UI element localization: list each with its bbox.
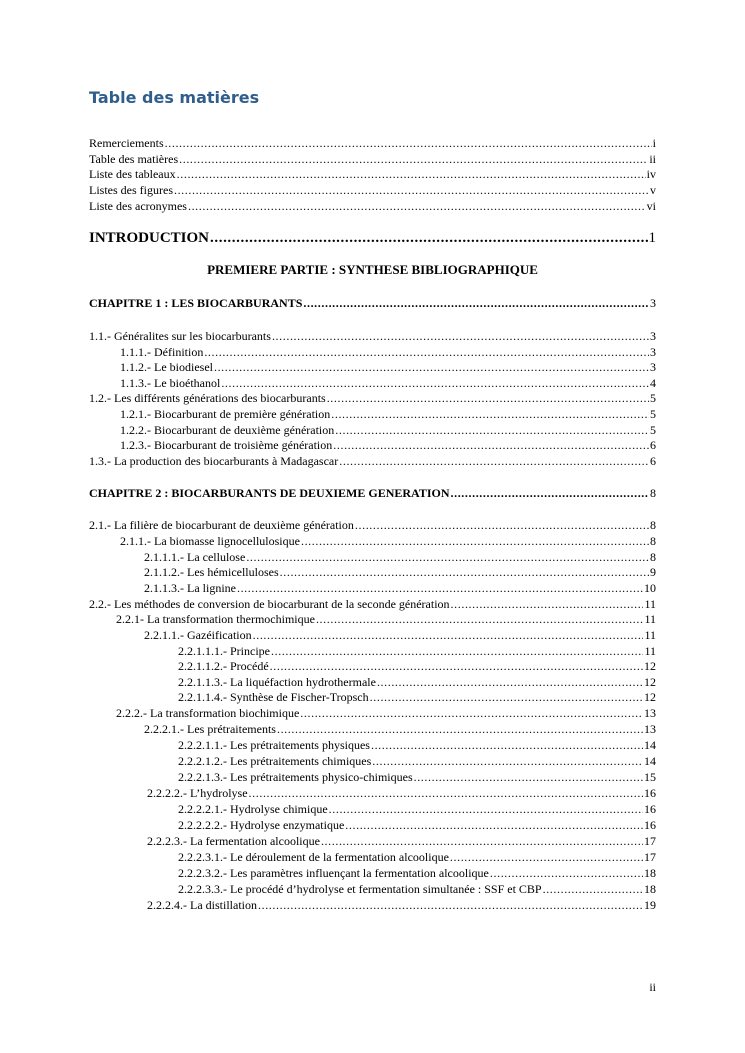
toc-page-number: 16 <box>644 802 656 816</box>
toc-entry[interactable] <box>144 628 656 643</box>
toc-page-number: 11 <box>644 644 656 658</box>
toc-entry-text: 2.1.1.3.- La lignine <box>144 581 236 595</box>
page-number: ii <box>649 980 656 994</box>
toc-entry[interactable] <box>144 550 656 565</box>
toc-entry[interactable] <box>178 818 656 833</box>
toc-entry[interactable] <box>178 882 656 897</box>
toc-entry-table-des-matieres[interactable] <box>89 152 656 167</box>
dot-leader <box>333 438 649 453</box>
toc-entry-liste-des-acronymes[interactable] <box>89 199 656 214</box>
toc-page-number: 8 <box>650 534 656 548</box>
toc-entry-text: 2.2.2.3.3.- Le procédé d’hydrolyse et fermentation simultanée : SSF et CBP <box>178 882 542 896</box>
toc-page-number: 16 <box>644 818 656 832</box>
dot-leader <box>345 818 643 833</box>
toc-entry[interactable] <box>178 802 656 817</box>
toc-entry-text: 2.2.1- La transformation thermochimique <box>116 612 315 626</box>
dot-leader <box>174 183 649 198</box>
toc-page-number: 8 <box>650 550 656 564</box>
toc-entry-text: 2.2.1.1.4.- Synthèse de Fischer-Tropsch <box>178 690 369 704</box>
dot-leader <box>321 834 643 849</box>
toc-entry[interactable] <box>89 597 656 612</box>
toc-entry[interactable] <box>144 565 656 580</box>
toc-entry-text: 2.2.2.1.- Les prétraitements <box>144 722 276 736</box>
toc-entry-text: 1.2.1.- Biocarburant de première génération <box>120 407 331 421</box>
toc-entry-text: 2.2.1.1.- Gazéification <box>144 628 252 642</box>
toc-entry[interactable] <box>120 376 656 391</box>
toc-page-number: 5 <box>650 391 656 405</box>
toc-entry[interactable] <box>178 850 656 865</box>
toc-entry-text: 2.2.2.- La transformation biochimique <box>116 706 300 720</box>
toc-entry-text: 2.2.2.3.1.- Le déroulement de la fermentation alcoolique <box>178 850 449 864</box>
toc-entry-text: Liste des acronymes <box>89 199 187 213</box>
toc-page-number: 5 <box>650 423 656 437</box>
toc-page-number: 9 <box>650 565 656 579</box>
toc-entry[interactable] <box>120 360 656 375</box>
toc-page-number: 13 <box>644 706 656 720</box>
toc-entry-text: 1.2.2.- Biocarburant de deuxième génération <box>120 423 335 437</box>
dot-leader <box>204 345 649 360</box>
toc-page-number: 5 <box>650 407 656 421</box>
dot-leader <box>331 407 649 422</box>
toc-entry[interactable] <box>89 391 656 406</box>
toc-page-number: 14 <box>644 738 656 752</box>
toc-entry[interactable] <box>178 690 656 705</box>
dot-leader <box>370 690 643 705</box>
toc-page-number: 3 <box>650 360 656 374</box>
toc-page-number: 8 <box>650 486 656 500</box>
toc-entry[interactable] <box>178 866 656 881</box>
toc-page-number: 14 <box>644 754 656 768</box>
toc-entry-text: 2.2.2.1.3.- Les prétraitements physico-chimiques <box>178 770 413 784</box>
toc-page-number: 3 <box>650 329 656 343</box>
toc-page-number: 16 <box>644 786 656 800</box>
toc-page-number: 3 <box>650 296 656 310</box>
dot-leader <box>451 486 650 501</box>
toc-page-number: 18 <box>644 882 656 896</box>
dot-leader <box>272 329 649 344</box>
toc-entry-text: CHAPITRE 2 : BIOCARBURANTS DE DEUXIEME GENERATION <box>89 486 450 500</box>
toc-entry-text: 1.1.3.- Le bioéthanol <box>120 376 221 390</box>
toc-entry[interactable] <box>144 722 656 737</box>
toc-page-number: 18 <box>644 866 656 880</box>
toc-entry[interactable] <box>116 706 656 721</box>
dot-leader <box>371 738 643 753</box>
dot-leader <box>253 628 644 643</box>
dot-leader <box>165 136 652 151</box>
toc-entry-text: 2.2.1.1.2.- Procédé <box>178 659 269 673</box>
toc-entry[interactable] <box>120 438 656 453</box>
toc-page-number: 10 <box>644 581 656 595</box>
toc-entry-text: 2.2.2.1.2.- Les prétraitements chimiques <box>178 754 372 768</box>
toc-page-number: 11 <box>644 612 656 626</box>
toc-entry[interactable] <box>116 612 656 627</box>
dot-leader <box>214 360 649 375</box>
toc-entry-text: INTRODUCTION <box>89 230 210 246</box>
toc-entry[interactable] <box>89 518 656 533</box>
dot-leader <box>377 675 643 690</box>
toc-entry-text: 1.1.2.- Le biodiesel <box>120 360 213 374</box>
toc-entry-text: 2.1.1.2.- Les hémicelluloses <box>144 565 279 579</box>
dot-leader <box>335 423 649 438</box>
dot-leader <box>329 802 643 817</box>
toc-entry-text: 1.2.- Les différents générations des biocarburants <box>89 391 326 405</box>
dot-leader <box>327 391 649 406</box>
dot-leader <box>490 866 643 881</box>
dot-leader <box>188 199 646 214</box>
dot-leader <box>210 229 647 247</box>
dot-leader <box>316 612 643 627</box>
toc-page-number: 12 <box>644 675 656 689</box>
toc-entry-text: 2.2.2.3.- La fermentation alcoolique <box>147 834 320 848</box>
toc-entry-text: CHAPITRE 1 : LES BIOCARBURANTS <box>89 296 303 310</box>
dot-leader <box>280 565 649 580</box>
toc-entry-text: 2.2.2.1.1.- Les prétraitements physiques <box>178 738 370 752</box>
toc-entry-text: Listes des figures <box>89 183 173 197</box>
toc-entry[interactable] <box>178 754 656 769</box>
toc-entry[interactable] <box>178 644 656 659</box>
toc-entry-text: 2.2.1.1.1.- Principe <box>178 644 270 658</box>
dot-leader <box>451 597 644 612</box>
toc-page-number: 6 <box>650 438 656 452</box>
toc-entry-text: 2.2.2.2.1.- Hydrolyse chimique <box>178 802 328 816</box>
toc-page-number: 3 <box>650 345 656 359</box>
toc-page-number: 15 <box>644 770 656 784</box>
dot-leader <box>249 786 643 801</box>
toc-entry-remerciements[interactable] <box>89 136 656 151</box>
toc-page-number: 4 <box>650 376 656 390</box>
toc-page-number: 17 <box>644 834 656 848</box>
dot-leader <box>303 296 649 311</box>
dot-leader <box>355 518 649 533</box>
toc-entry[interactable] <box>178 738 656 753</box>
toc-page-number: 17 <box>644 850 656 864</box>
toc-entry[interactable] <box>147 786 656 801</box>
toc-page-number: v <box>650 183 656 197</box>
toc-entry[interactable] <box>144 581 656 596</box>
toc-entry-text: Remerciements <box>89 136 164 150</box>
toc-entry-text: 1.2.3.- Biocarburant de troisième génération <box>120 438 333 452</box>
toc-entry[interactable] <box>178 675 656 690</box>
toc-entry-text: 1.1.1.- Définition <box>120 345 204 359</box>
dot-leader <box>221 376 649 391</box>
toc-page-number: 11 <box>644 597 656 611</box>
toc-entry-text: 1.1.- Généralites sur les biocarburants <box>89 329 271 343</box>
toc-page-number: iv <box>646 167 656 181</box>
toc-entry[interactable] <box>89 329 656 344</box>
toc-entry-text: 2.2.- Les méthodes de conversion de biocarburant de la seconde génération <box>89 597 450 611</box>
toc-page-number: 6 <box>650 454 656 468</box>
part-title: PREMIERE PARTIE : SYNTHESE BIBLIOGRAPHIQUE <box>207 262 538 277</box>
toc-page-number: 8 <box>650 518 656 532</box>
toc-entry-text: 2.2.1.1.3.- La liquéfaction hydrothermale <box>178 675 376 689</box>
toc-entry[interactable] <box>147 834 656 849</box>
page-title: Table des matières <box>89 88 260 107</box>
toc-page-number: vi <box>646 199 656 213</box>
dot-leader <box>270 659 643 674</box>
toc-entry[interactable] <box>178 659 656 674</box>
toc-chapter-2[interactable] <box>89 486 656 501</box>
toc-entry-introduction[interactable] <box>89 229 656 247</box>
dot-leader <box>372 754 643 769</box>
dot-leader <box>271 644 643 659</box>
dot-leader <box>179 152 648 167</box>
toc-entry[interactable] <box>120 407 656 422</box>
dot-leader <box>237 581 643 596</box>
toc-entry-liste-des-tableaux[interactable] <box>89 167 656 182</box>
dot-leader <box>177 167 646 182</box>
toc-entry-text: 2.1.- La filière de biocarburant de deuxième génération <box>89 518 354 532</box>
toc-entry-text: 2.2.2.3.2.- Les paramètres influençant la fermentation alcoolique <box>178 866 489 880</box>
toc-entry-text: 2.1.1.- La biomasse lignocellulosique <box>120 534 300 548</box>
toc-entry[interactable] <box>120 345 656 360</box>
dot-leader <box>258 898 643 913</box>
dot-leader <box>339 454 649 469</box>
toc-entry[interactable] <box>147 898 656 913</box>
dot-leader <box>414 770 643 785</box>
toc-chapter-1[interactable] <box>89 296 656 311</box>
dot-leader <box>543 882 643 897</box>
dot-leader <box>301 534 649 549</box>
dot-leader <box>450 850 643 865</box>
toc-entry[interactable] <box>89 454 656 469</box>
toc-entry[interactable] <box>120 423 656 438</box>
dot-leader <box>300 706 643 721</box>
toc-page-number: 19 <box>644 898 656 912</box>
toc-entry[interactable] <box>120 534 656 549</box>
toc-page-number: 13 <box>644 722 656 736</box>
toc-entry-text: 2.2.2.2.- L’hydrolyse <box>147 786 248 800</box>
toc-entry-text: 2.2.2.4.- La distillation <box>147 898 257 912</box>
toc-page-number: 12 <box>644 659 656 673</box>
toc-page-number: 1 <box>648 230 656 246</box>
toc-entry[interactable] <box>178 770 656 785</box>
toc-page-number: 12 <box>644 690 656 704</box>
toc-entry-text: Liste des tableaux <box>89 167 176 181</box>
toc-page-number: ii <box>649 152 656 166</box>
toc-entry-listes-des-figures[interactable] <box>89 183 656 198</box>
toc-page-number: i <box>652 136 656 150</box>
dot-leader <box>277 722 643 737</box>
toc-page-number: 11 <box>644 628 656 642</box>
toc-entry-text: 2.2.2.2.2.- Hydrolyse enzymatique <box>178 818 345 832</box>
toc-entry-text: 2.1.1.1.- La cellulose <box>144 550 246 564</box>
toc-entry-text: Table des matières <box>89 152 179 166</box>
toc-entry-text: 1.3.- La production des biocarburants à Madagascar <box>89 454 339 468</box>
dot-leader <box>246 550 649 565</box>
